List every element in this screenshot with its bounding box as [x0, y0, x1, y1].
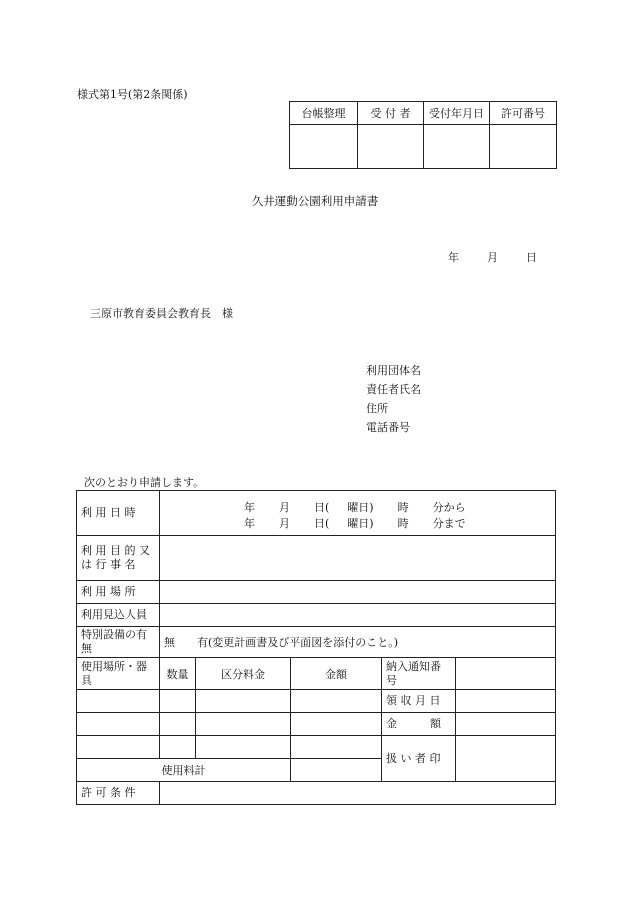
special-equipment-none[interactable]: 無: [164, 636, 175, 649]
notice-no-label-line2: 号: [386, 673, 397, 687]
fee-total-label: 使用料計: [77, 759, 291, 782]
document-title: 久井運動公園利用申請書: [251, 194, 379, 208]
office-cell-receiver[interactable]: [358, 125, 424, 169]
to-suffix: 分まで: [432, 517, 466, 530]
to-month: 月: [279, 517, 290, 530]
equip-row1-fee[interactable]: [196, 690, 291, 713]
receipt-date-label: 領 収 月 日: [382, 690, 456, 713]
datetime-to-row: [244, 515, 466, 531]
datetime-label: 利 用 日 時: [77, 491, 160, 536]
expected-people-label: 利用見込人員: [77, 604, 160, 627]
to-year: 年: [244, 517, 255, 530]
office-cell-permit-no[interactable]: [490, 125, 557, 169]
equip-row3-place[interactable]: [77, 736, 160, 759]
amount-label: 金額: [291, 658, 382, 690]
to-weekday: 曜日): [347, 517, 374, 530]
equip-place-label: [77, 658, 160, 690]
equip-place-label-line1: 使用場所・器: [81, 659, 147, 673]
purpose-label-line2: は 行 事 名: [81, 558, 136, 571]
date-month: 月: [487, 251, 498, 264]
special-equipment-label: [77, 627, 160, 658]
fee-total-field[interactable]: [291, 759, 382, 782]
handler-seal-field[interactable]: [456, 736, 556, 782]
to-hour: 時: [397, 517, 409, 530]
equip-place-label-line2: 具: [81, 673, 92, 687]
from-month: 月: [279, 501, 290, 514]
office-header-receiver: 受 付 者: [358, 102, 424, 125]
date-day: 日: [526, 251, 537, 264]
qty-label: 数量: [160, 658, 196, 690]
applicant-address-label: 住所: [366, 402, 388, 415]
equip-row1-amount[interactable]: [291, 690, 382, 713]
money-label: 金 額: [382, 713, 456, 736]
office-cell-received-date[interactable]: [424, 125, 490, 169]
from-day: 日(: [314, 501, 330, 514]
from-hour: 時: [397, 501, 409, 514]
conditions-label: 許 可 条 件: [77, 782, 160, 805]
addressee: 三原市教育委員会教育長 様: [90, 307, 233, 320]
office-header-ledger: 台帳整理: [290, 102, 358, 125]
office-cell-ledger[interactable]: [290, 125, 358, 169]
equip-row2-qty[interactable]: [160, 713, 196, 736]
purpose-label: [77, 536, 160, 581]
expected-people-field[interactable]: [160, 604, 556, 627]
datetime-from-row: [244, 499, 466, 515]
receipt-date-field[interactable]: [456, 690, 556, 713]
notice-no-label-line1: 納入通知番: [386, 659, 441, 673]
notice-no-field[interactable]: [456, 658, 556, 690]
equip-row3-qty[interactable]: [160, 736, 196, 759]
equip-row3-amount[interactable]: [291, 736, 382, 759]
to-day: 日(: [314, 517, 330, 530]
applicant-responsible-name-label: 責任者氏名: [366, 383, 421, 396]
applicant-phone-label: 電話番号: [366, 421, 410, 434]
special-equipment-field[interactable]: [160, 627, 556, 658]
application-form-table: [76, 490, 556, 805]
office-header-permit-no: 許可番号: [490, 102, 557, 125]
office-use-table: [289, 101, 557, 169]
handler-seal-label: 扱 い 者 印: [382, 736, 456, 782]
form-number: 様式第1号(第2条関係): [77, 88, 188, 101]
datetime-field[interactable]: [160, 491, 556, 536]
place-field[interactable]: [160, 581, 556, 604]
equip-row2-amount[interactable]: [291, 713, 382, 736]
from-weekday: 曜日): [347, 501, 374, 514]
equip-row1-qty[interactable]: [160, 690, 196, 713]
intro-text: 次のとおり申請します。: [84, 476, 205, 489]
money-field[interactable]: [456, 713, 556, 736]
equip-row2-place[interactable]: [77, 713, 160, 736]
equip-row3-fee[interactable]: [196, 736, 291, 759]
from-suffix: 分から: [432, 501, 466, 514]
date-year: 年: [448, 251, 459, 264]
purpose-label-line1: 利 用 目 的 又: [81, 544, 150, 557]
conditions-field[interactable]: [160, 782, 556, 805]
equip-row2-fee[interactable]: [196, 713, 291, 736]
special-equipment-label-line2: 無: [81, 642, 92, 655]
notice-no-label: [382, 658, 456, 690]
office-header-received-date: 受付年月日: [424, 102, 490, 125]
place-label: 利 用 場 所: [77, 581, 160, 604]
equip-row1-place[interactable]: [77, 690, 160, 713]
purpose-field[interactable]: [160, 536, 556, 581]
special-equipment-label-line1: 特別設備の有: [81, 628, 147, 641]
applicant-group-name-label: 利用団体名: [366, 364, 421, 377]
application-date: [448, 249, 537, 265]
from-year: 年: [244, 501, 255, 514]
category-fee-label: 区分料金: [196, 658, 291, 690]
special-equipment-yes[interactable]: 有(変更計画書及び平面図を添付のこと。): [197, 636, 399, 649]
